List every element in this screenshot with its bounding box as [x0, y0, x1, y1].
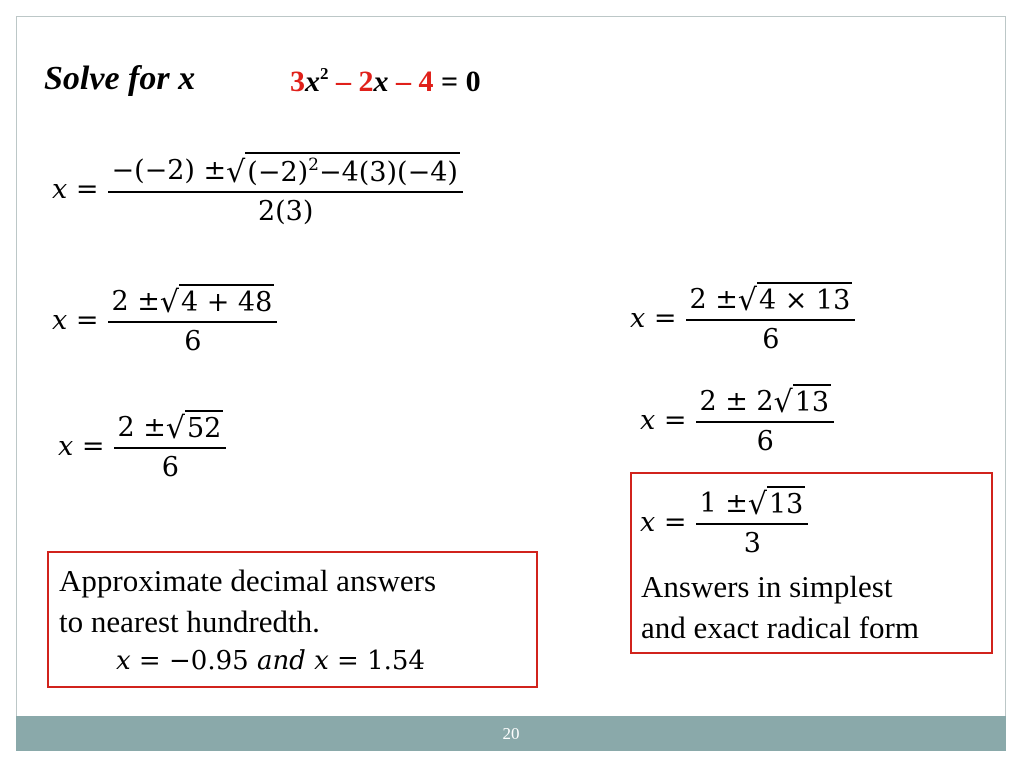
- equals-sign: =: [645, 303, 677, 334]
- square-root: [748, 486, 805, 520]
- equals-zero: = 0: [433, 65, 481, 98]
- quadratic-equation: [290, 64, 481, 99]
- denominator: 6: [756, 426, 774, 457]
- step-2: [52, 284, 277, 357]
- square-root: [226, 152, 460, 188]
- square-root: [738, 282, 852, 316]
- denominator: 6: [762, 324, 780, 355]
- var-x: x: [640, 507, 656, 538]
- numerator: 1 ± √ 13: [696, 486, 808, 525]
- fraction: [108, 284, 277, 357]
- radical-sign-icon: √: [226, 155, 246, 190]
- note-line-2: to nearest hundredth.: [59, 604, 320, 639]
- radical-sign-icon: √: [747, 487, 767, 522]
- equals-sign: =: [67, 305, 99, 336]
- radicand: 52: [185, 410, 223, 444]
- radical-sign-icon: √: [737, 283, 757, 318]
- numerator: [108, 152, 462, 193]
- fraction: [696, 486, 808, 559]
- fraction: [686, 282, 855, 355]
- equals-sign: =: [655, 405, 687, 436]
- numerator: 2 ± √ 52: [114, 410, 226, 449]
- step-4: [630, 282, 855, 355]
- radicand: 13: [793, 384, 831, 418]
- page-number: 20: [502, 724, 520, 743]
- fraction: [696, 384, 834, 457]
- numerator: 2 ± 2 √ 13: [696, 384, 834, 423]
- slide-title: Solve for x: [44, 60, 196, 97]
- op-minus: –: [328, 65, 359, 98]
- square-root: [160, 284, 274, 318]
- equals-sign: =: [73, 431, 105, 462]
- equals-sign: =: [655, 507, 687, 538]
- square-root: [774, 384, 831, 418]
- radicand: 4 × 13: [757, 282, 852, 316]
- numerator-prefix: −(−2) ±: [111, 154, 227, 186]
- note-line-1: Approximate decimal answers: [59, 563, 437, 598]
- fraction: [108, 152, 462, 227]
- var-x: x: [58, 431, 74, 462]
- decimal-answers: x = −0.95 and x = 1.54: [116, 646, 425, 676]
- denominator: 2(3): [257, 196, 314, 227]
- coef-c: 4: [418, 65, 434, 98]
- denominator: 3: [743, 528, 761, 559]
- slide-footer: [16, 716, 1006, 751]
- radicand: 13: [767, 486, 805, 520]
- var-x: x: [52, 174, 68, 205]
- denominator: 6: [161, 452, 179, 483]
- note-line-1: Answers in simplest: [641, 569, 893, 604]
- step-3: [58, 410, 226, 483]
- var-x: x: [640, 405, 656, 436]
- var-x: x: [305, 65, 320, 98]
- numerator: 2 ± √ 4 × 13: [686, 282, 855, 321]
- step-1: [52, 152, 463, 227]
- radical-sign-icon: √: [159, 285, 179, 320]
- radicand: 4 + 48: [179, 284, 274, 318]
- coef-b: 2: [358, 65, 374, 98]
- numerator: 2 ± √ 4 + 48: [108, 284, 277, 323]
- var-x: x: [52, 305, 68, 336]
- decimal-answer-note: [59, 560, 436, 642]
- denominator: 6: [184, 326, 202, 357]
- radicand: $(-2)^2-4(3)(-4)$: [245, 152, 460, 188]
- step-5: [640, 384, 834, 457]
- exponent: 2: [320, 64, 329, 83]
- radical-sign-icon: √: [165, 411, 185, 446]
- equals-sign: =: [67, 174, 99, 205]
- radical-sign-icon: √: [773, 385, 793, 420]
- coef-a: 3: [290, 65, 305, 98]
- fraction: [114, 410, 226, 483]
- var-x: x: [373, 65, 389, 98]
- square-root: [166, 410, 223, 444]
- note-line-2: and exact radical form: [641, 610, 919, 645]
- var-x: x: [630, 303, 646, 334]
- exact-answer-note: [641, 566, 919, 648]
- step-6-final: [640, 486, 808, 559]
- op-minus: –: [388, 65, 419, 98]
